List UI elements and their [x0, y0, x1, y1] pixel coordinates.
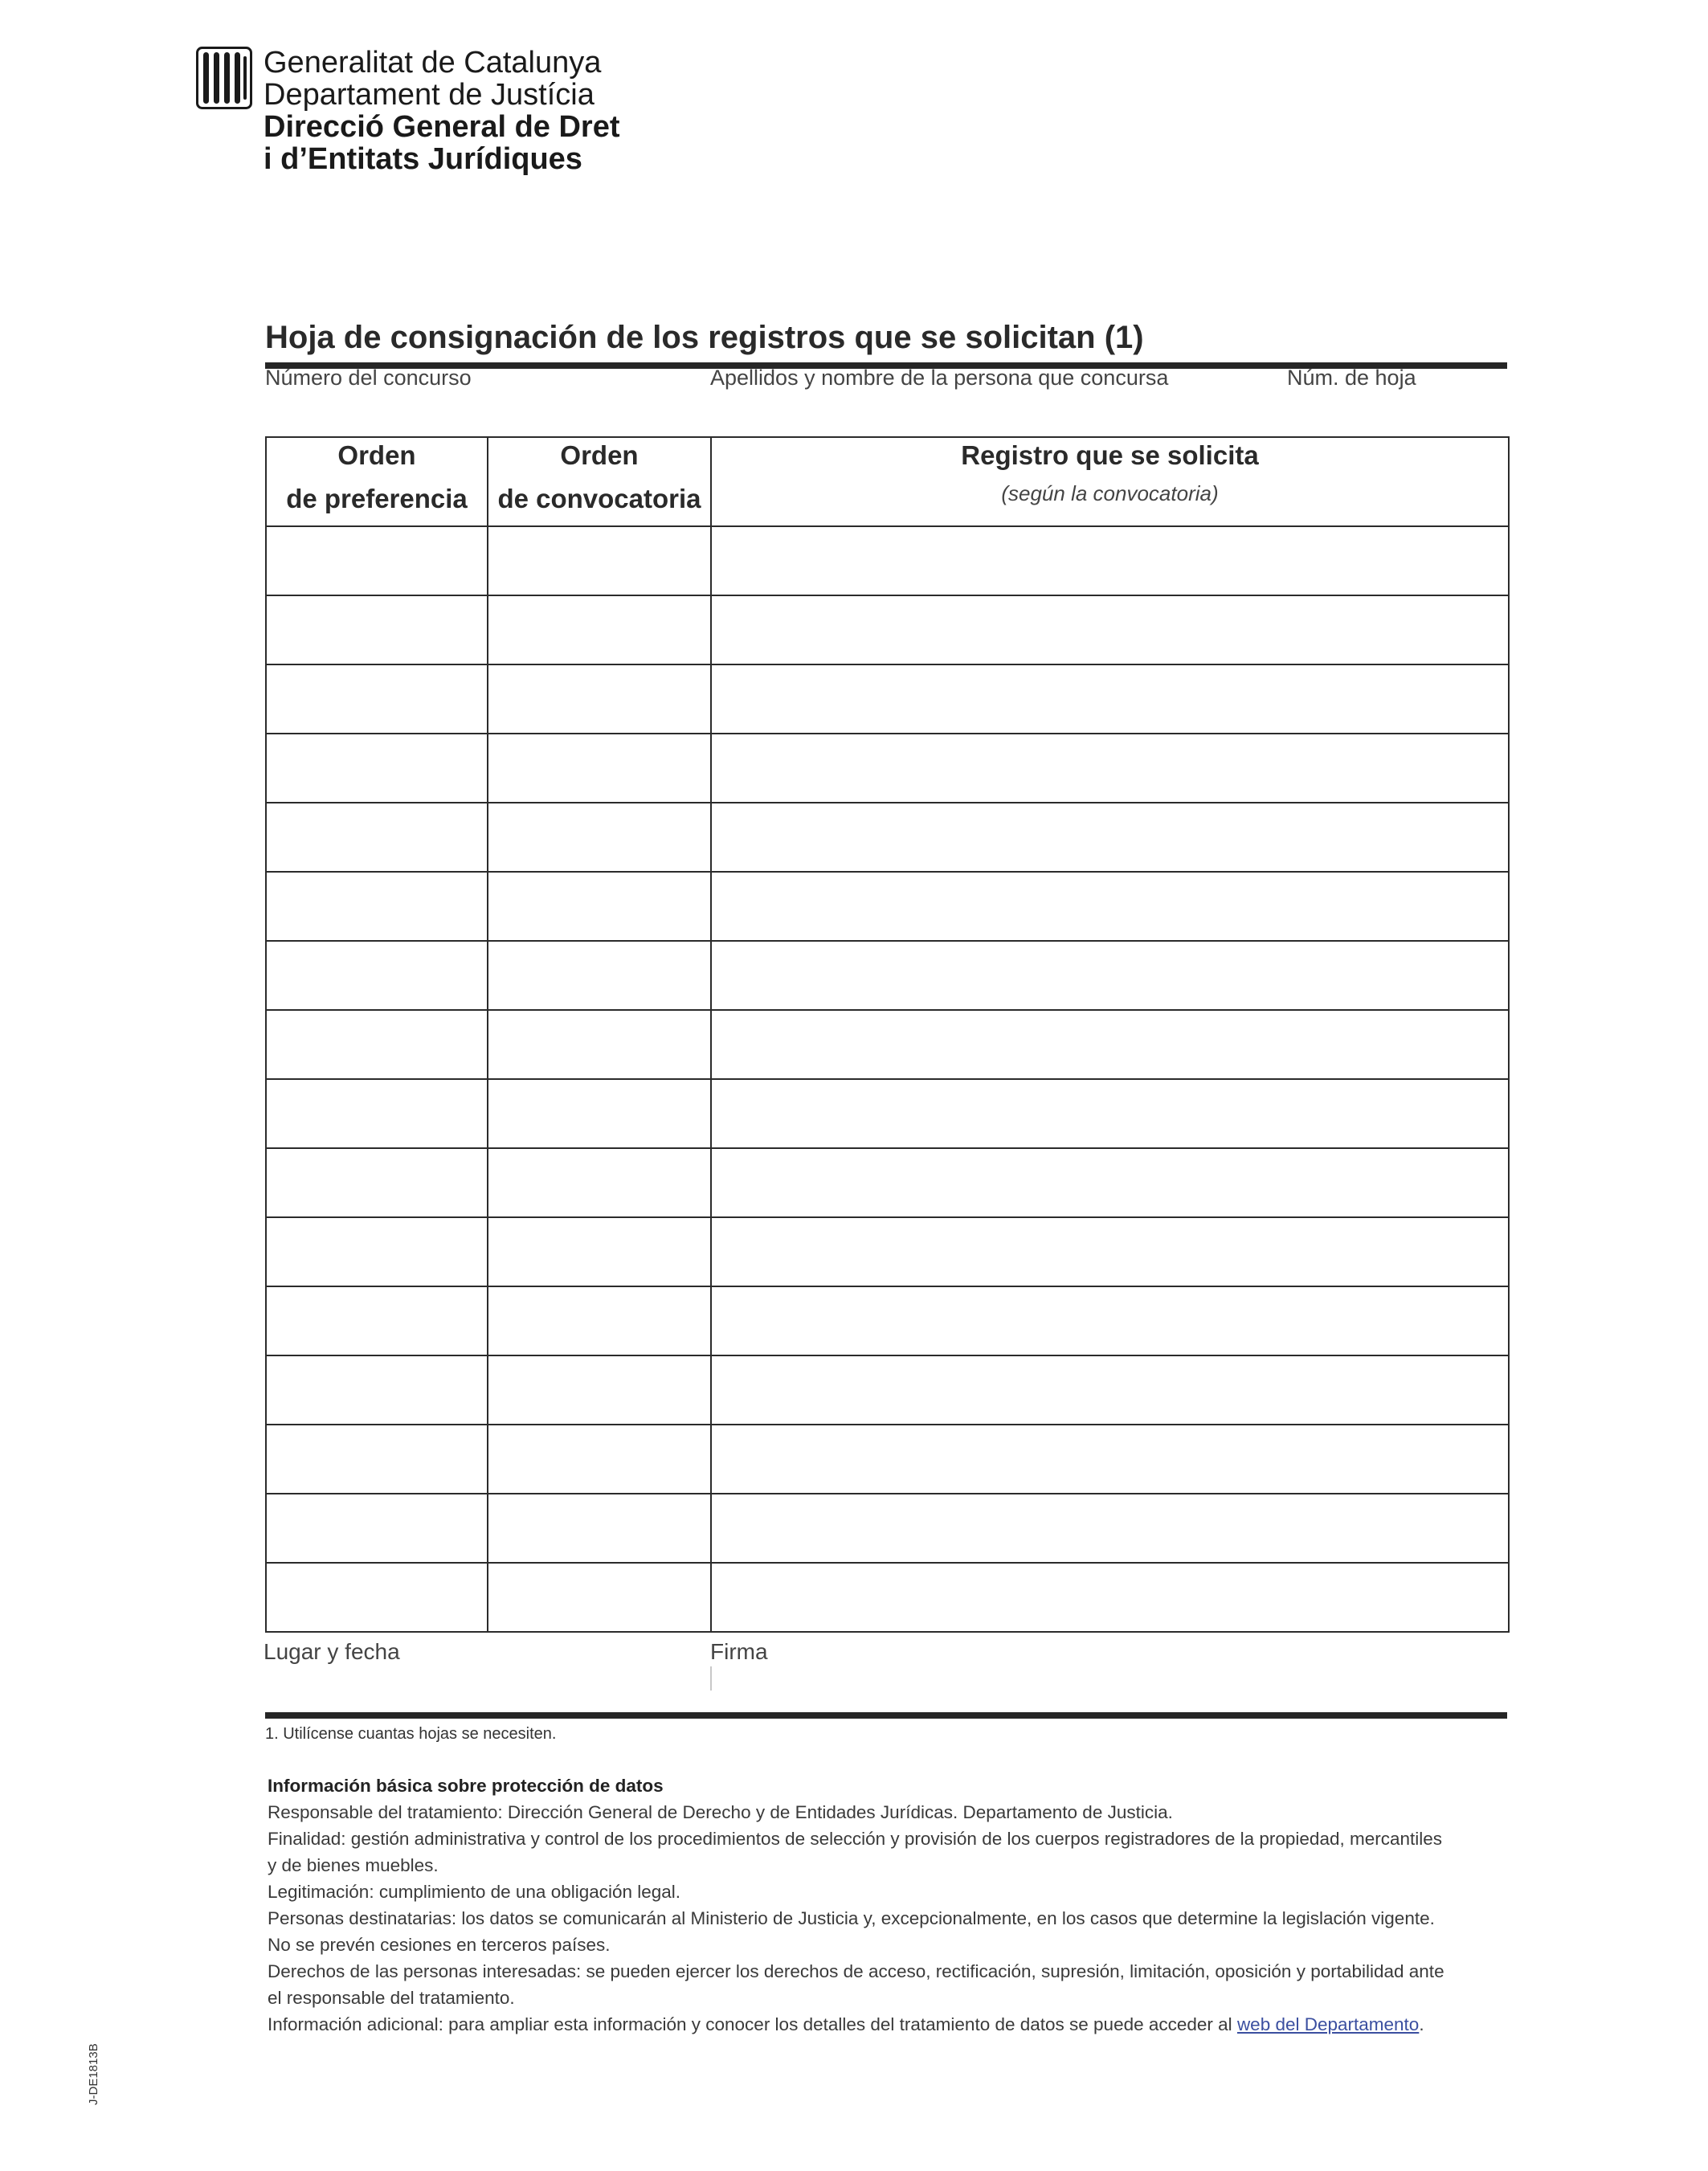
department-web-link[interactable]: web del Departamento [1236, 2014, 1420, 2034]
cell-registry[interactable] [711, 595, 1509, 664]
table-row [266, 1217, 1509, 1286]
cell-registry[interactable] [711, 1494, 1509, 1563]
form-title: Hoja de consignación de los registros que se solicitan (1) [265, 320, 1144, 355]
cell-preference-order[interactable] [266, 1563, 488, 1632]
cell-preference-order[interactable] [266, 664, 488, 734]
registry-request-table [265, 436, 1510, 1633]
additional-info-suffix: . [1419, 2014, 1424, 2034]
cell-preference-order[interactable] [266, 872, 488, 941]
data-protection-title: Información básica sobre protección de datos [268, 1776, 664, 1796]
cell-registry[interactable] [711, 1286, 1509, 1355]
data-protection-line: No se prevén cesiones en terceros países. [268, 1935, 611, 1955]
table-row [266, 1563, 1509, 1632]
column-header-line: Orden [560, 440, 639, 470]
data-protection-line-additional [268, 2011, 1521, 2038]
column-header-note: (según la convocatoria) [1001, 481, 1219, 505]
column-header-registry [711, 437, 1509, 526]
cell-registry[interactable] [711, 734, 1509, 803]
cell-registry[interactable] [711, 664, 1509, 734]
generalitat-logo-icon [196, 47, 252, 109]
cell-registry[interactable] [711, 1079, 1509, 1148]
cell-registry[interactable] [711, 526, 1509, 595]
cell-call-order[interactable] [488, 1494, 711, 1563]
table-row [266, 664, 1509, 734]
table-row [266, 803, 1509, 872]
cell-preference-order[interactable] [266, 1286, 488, 1355]
cell-preference-order[interactable] [266, 803, 488, 872]
cell-registry[interactable] [711, 1425, 1509, 1494]
table-row [266, 1286, 1509, 1355]
cell-call-order[interactable] [488, 941, 711, 1010]
place-date-field[interactable]: Lugar y fecha [264, 1639, 400, 1664]
column-header-line: Orden [337, 440, 416, 470]
cell-registry[interactable] [711, 1217, 1509, 1286]
org-line-2: Departament de Justícia [264, 78, 595, 112]
data-protection-line: Responsable del tratamiento: Dirección General de Derecho y de Entidades Jurídicas. Departamento de Justicia. [268, 1802, 1173, 1822]
table-row [266, 872, 1509, 941]
cell-registry[interactable] [711, 872, 1509, 941]
cell-preference-order[interactable] [266, 1079, 488, 1148]
table-row [266, 1355, 1509, 1425]
footnote: 1. Utilícense cuantas hojas se necesiten. [265, 1725, 557, 1743]
contest-number-field[interactable]: Número del concurso [265, 366, 472, 390]
table-header-row [266, 437, 1509, 526]
cell-preference-order[interactable] [266, 1425, 488, 1494]
cell-preference-order[interactable] [266, 1148, 488, 1217]
data-protection-line: Finalidad: gestión administrativa y control de los procedimientos de selección y provisión de los cuerpos registradores de la propiedad, mercantiles [268, 1829, 1443, 1849]
table-row [266, 1148, 1509, 1217]
cell-registry[interactable] [711, 941, 1509, 1010]
document-code: J-DE1813B [87, 2043, 100, 2105]
column-header-line: Registro que se solicita [961, 440, 1259, 470]
cell-call-order[interactable] [488, 734, 711, 803]
cell-call-order[interactable] [488, 1355, 711, 1425]
footer-divider [265, 1712, 1507, 1719]
cell-registry[interactable] [711, 1563, 1509, 1632]
cell-call-order[interactable] [488, 872, 711, 941]
cell-preference-order[interactable] [266, 734, 488, 803]
column-header-line: de preferencia [286, 484, 468, 513]
table-row [266, 1494, 1509, 1563]
organization-name [264, 47, 620, 175]
cell-preference-order[interactable] [266, 1010, 488, 1079]
data-protection-line: el responsable del tratamiento. [268, 1988, 515, 2008]
cell-call-order[interactable] [488, 803, 711, 872]
cell-call-order[interactable] [488, 595, 711, 664]
data-protection-line: y de bienes muebles. [268, 1855, 439, 1875]
org-line-4: i d’Entitats Jurídiques [264, 142, 582, 176]
cell-registry[interactable] [711, 1010, 1509, 1079]
cell-call-order[interactable] [488, 1217, 711, 1286]
applicant-name-field[interactable]: Apellidos y nombre de la persona que concursa [710, 366, 1169, 390]
table-row [266, 941, 1509, 1010]
cell-call-order[interactable] [488, 526, 711, 595]
table-row [266, 595, 1509, 664]
column-header-call-order [488, 437, 711, 526]
cell-registry[interactable] [711, 1355, 1509, 1425]
table-row [266, 1425, 1509, 1494]
table-row [266, 526, 1509, 595]
data-protection-line: Legitimación: cumplimiento de una obligación legal. [268, 1882, 681, 1902]
cell-registry[interactable] [711, 1148, 1509, 1217]
cell-call-order[interactable] [488, 1010, 711, 1079]
org-line-3: Direcció General de Dret [264, 110, 620, 144]
cell-preference-order[interactable] [266, 595, 488, 664]
column-header-line: de convocatoria [497, 484, 701, 513]
cell-call-order[interactable] [488, 664, 711, 734]
data-protection-line: Personas destinatarias: los datos se comunicarán al Ministerio de Justicia y, excepcionalmente, en los casos que determine la legislación vigente. [268, 1908, 1435, 1928]
data-protection-line: Derechos de las personas interesadas: se pueden ejercer los derechos de acceso, rectificación, supresión, limitación, oposición y portabilidad ante [268, 1961, 1444, 1981]
cell-preference-order[interactable] [266, 1355, 488, 1425]
signature-field[interactable]: Firma [710, 1639, 768, 1664]
cell-preference-order[interactable] [266, 941, 488, 1010]
column-header-preference [266, 437, 488, 526]
cell-preference-order[interactable] [266, 1494, 488, 1563]
signature-divider [710, 1666, 712, 1691]
additional-info-text: Información adicional: para ampliar esta información y conocer los detalles del tratamiento de datos se puede acceder al [268, 2014, 1237, 2034]
cell-registry[interactable] [711, 803, 1509, 872]
cell-call-order[interactable] [488, 1563, 711, 1632]
cell-preference-order[interactable] [266, 1217, 488, 1286]
cell-call-order[interactable] [488, 1425, 711, 1494]
sheet-number-field[interactable]: Núm. de hoja [1287, 366, 1416, 390]
cell-preference-order[interactable] [266, 526, 488, 595]
table-body [266, 526, 1509, 1632]
cell-call-order[interactable] [488, 1079, 711, 1148]
table-row [266, 1079, 1509, 1148]
data-protection-info [268, 1772, 1521, 2038]
table-row [266, 1010, 1509, 1079]
cell-call-order[interactable] [488, 1148, 711, 1217]
org-line-1: Generalitat de Catalunya [264, 46, 602, 80]
cell-call-order[interactable] [488, 1286, 711, 1355]
table-row [266, 734, 1509, 803]
